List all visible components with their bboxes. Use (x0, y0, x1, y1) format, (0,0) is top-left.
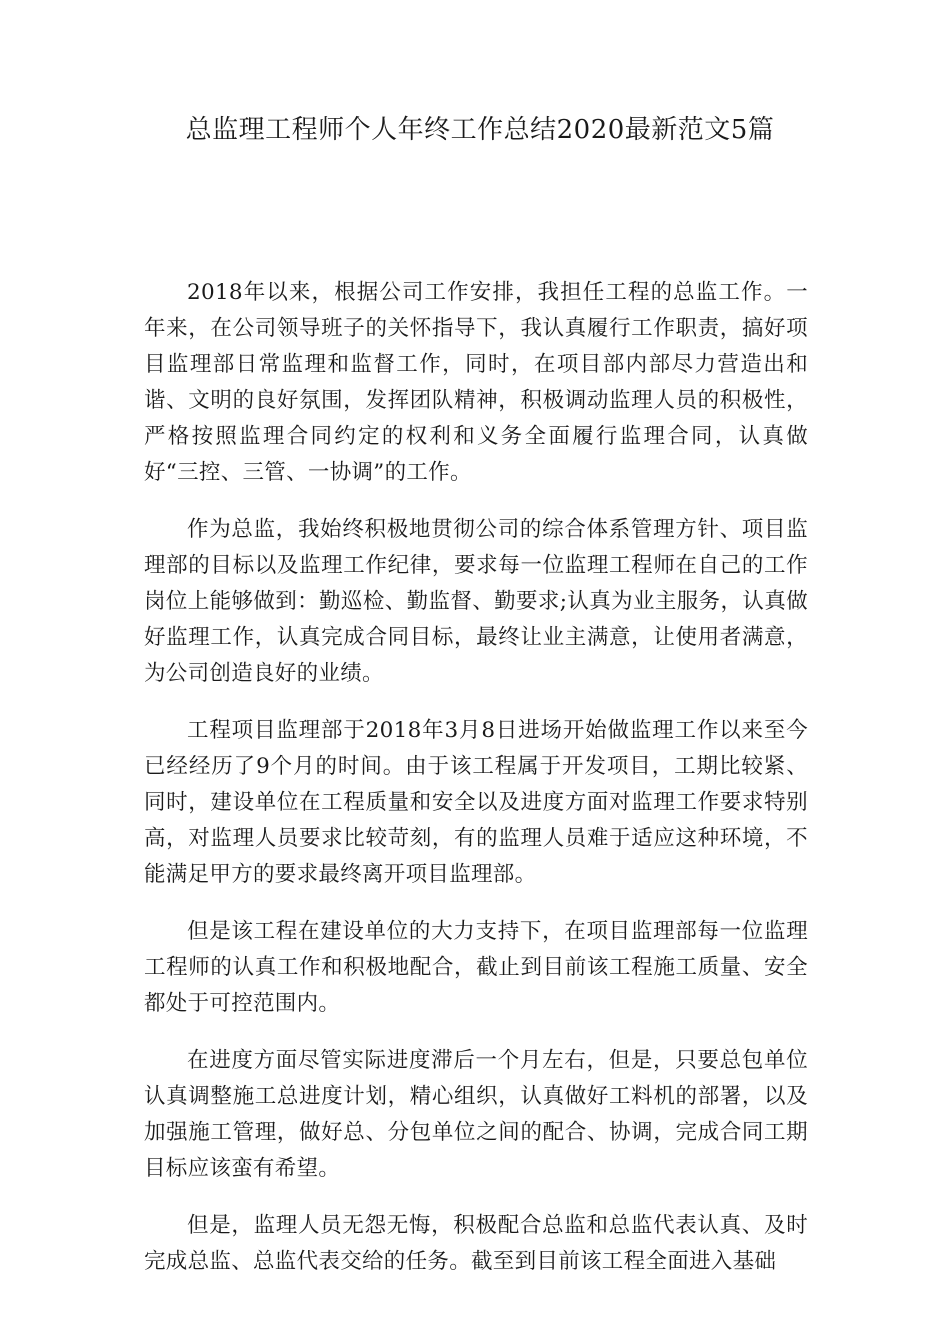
paragraph-6: 但是，监理人员无怨无悔，积极配合总监和总监代表认真、及时完成总监、总监代表交给的任务。截至到目前该工程全面进入基础 (144, 1213, 808, 1274)
paragraph-5: 在进度方面尽管实际进度滞后一个月左右，但是，只要总包单位认真调整施工总进度计划，精心组织，认真做好工料机的部署，以及加强施工管理，做好总、分包单位之间的配合、协调，完成合同工期目标应该蛮有希望。 (144, 1048, 808, 1181)
document-title: 总监理工程师个人年终工作总结2020最新范文5篇 (185, 115, 775, 145)
document-body (144, 275, 808, 1301)
paragraph-4: 但是该工程在建设单位的大力支持下，在项目监理部每一位监理工程师的认真工作和积极地配合，截止到目前该工程施工质量、安全都处于可控范围内。 (144, 919, 808, 1016)
paragraph-3: 工程项目监理部于2018年3月8日进场开始做监理工作以来至今已经经历了9个月的时间。由于该工程属于开发项目，工期比较紧、同时，建设单位在工程质量和安全以及进度方面对监理工作要求特别高，对监理人员要求比较苛刻，有的监理人员难于适应这种环境，不能满足甲方的要求最终离开项目监理部。 (144, 718, 808, 887)
paragraph-2: 作为总监，我始终积极地贯彻公司的综合体系管理方针、项目监理部的目标以及监理工作纪律，要求每一位监理工程师在自己的工作岗位上能够做到：勤巡检、勤监督、勤要求;认真为业主服务，认真做好监理工作，认真完成合同目标，最终让业主满意，让使用者满意，为公司创造良好的业绩。 (144, 517, 808, 686)
paragraph-1: 2018年以来，根据公司工作安排，我担任工程的总监工作。一年来，在公司领导班子的关怀指导下，我认真履行工作职责，搞好项目监理部日常监理和监督工作，同时，在项目部内部尽力营造出和谐、文明的良好氛围，发挥团队精神，积极调动监理人员的积极性，严格按照监理合同约定的权利和义务全面履行监理合同，认真做好“三控、三管、一协调”的工作。 (144, 280, 808, 485)
